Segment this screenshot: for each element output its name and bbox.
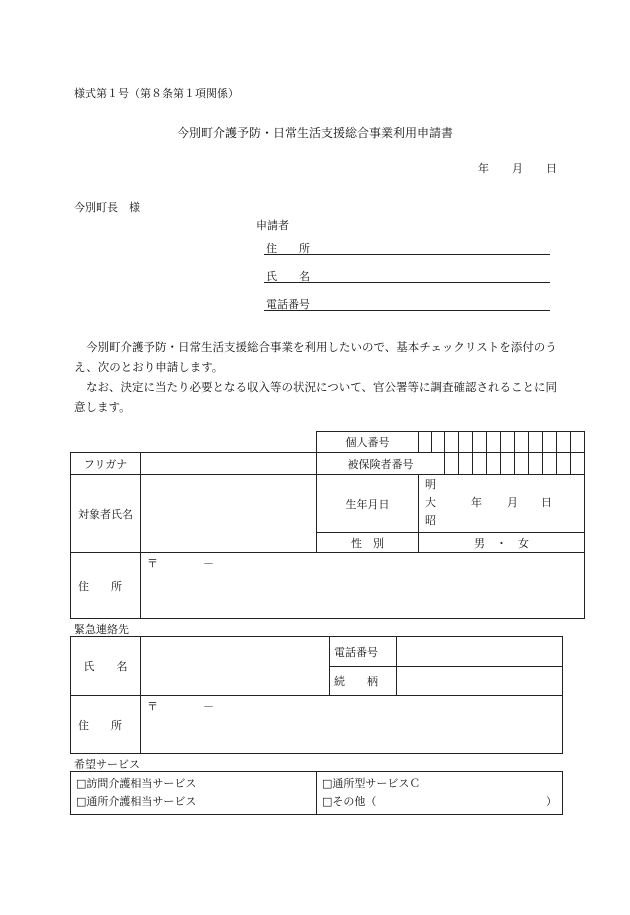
insured-number-digit[interactable] <box>557 453 571 475</box>
subject-address-label <box>71 553 141 619</box>
addressee: 今別町長 様 <box>74 201 140 214</box>
subject-address-field[interactable] <box>141 553 585 619</box>
insured-number-digit[interactable] <box>459 453 473 475</box>
insured-number-digit[interactable] <box>445 453 459 475</box>
emergency-address-label-text: 住 所 <box>78 718 122 732</box>
insured-number-digit[interactable] <box>543 453 557 475</box>
insured-number-digit[interactable] <box>515 453 529 475</box>
statement-body <box>74 337 560 417</box>
gender-options[interactable]: 男 ・ 女 <box>419 533 585 553</box>
postal-mark: 〒 <box>147 557 158 570</box>
applicant-name-label: 氏 名 <box>266 270 310 283</box>
insured-number-digit[interactable] <box>473 453 487 475</box>
date-month-label: 月 <box>512 162 523 175</box>
emergency-address-label <box>71 696 141 754</box>
postal-dash: － <box>203 557 214 570</box>
insured-number-digit[interactable] <box>487 453 501 475</box>
insured-number-digit[interactable] <box>529 453 543 475</box>
personal-number-digit[interactable] <box>515 432 529 453</box>
emergency-postal-dash: － <box>203 700 214 713</box>
insured-number-label: 被保険者番号 <box>317 453 445 475</box>
personal-number-digit[interactable] <box>529 432 543 453</box>
services-left-cell <box>71 772 317 815</box>
statement-paragraph-2: なお、決定に当たり必要となる収入等の状況について、官公署等に調査確認されることに同意します。 <box>74 380 558 414</box>
personal-number-digit[interactable] <box>557 432 571 453</box>
insured-number-digit[interactable] <box>571 453 585 475</box>
applicant-name-line[interactable] <box>264 267 550 283</box>
gender-label: 性 別 <box>317 533 419 553</box>
date-day-label: 日 <box>546 162 557 175</box>
personal-number-digit[interactable] <box>419 432 432 453</box>
service-daycare-checkbox[interactable]: □通所介護相当サービス <box>76 795 197 808</box>
emergency-name-field[interactable] <box>141 637 330 696</box>
applicant-address-line[interactable] <box>264 239 550 255</box>
insured-number-digit[interactable] <box>501 453 515 475</box>
birth-year-label: 年 <box>471 496 482 509</box>
emergency-relation-label: 続 柄 <box>330 667 397 696</box>
applicant-address-label: 住 所 <box>266 242 310 255</box>
service-visit-checkbox[interactable]: □訪問介護相当サービス <box>76 777 197 790</box>
applicant-heading: 申請者 <box>256 219 289 232</box>
personal-number-label: 個人番号 <box>317 432 419 453</box>
personal-number-digit[interactable] <box>487 432 501 453</box>
emergency-address-field[interactable] <box>141 696 563 754</box>
era-meiji: 明 <box>425 478 436 491</box>
services-right-cell <box>317 772 563 815</box>
emergency-name-label: 氏 名 <box>71 637 141 696</box>
furigana-field[interactable] <box>141 453 317 475</box>
emergency-phone-label: 電話番号 <box>330 637 397 667</box>
era-showa: 昭 <box>425 514 436 527</box>
emergency-heading: 緊急連絡先 <box>74 623 129 636</box>
personal-number-digit[interactable] <box>445 432 459 453</box>
service-other-checkbox[interactable]: □その他（ <box>322 795 377 808</box>
emergency-table <box>70 636 563 754</box>
form-number: 様式第１号（第８条第１項関係） <box>74 87 239 100</box>
era-taisho: 大 <box>425 496 436 509</box>
personal-number-digit[interactable] <box>459 432 473 453</box>
statement-paragraph-1: 今別町介護予防・日常生活支援総合事業を利用したいので、基本チェックリストを添付のうえ、次のとおり申請します。 <box>74 340 557 374</box>
applicant-phone-line[interactable] <box>264 295 550 311</box>
service-other-row[interactable] <box>322 793 557 811</box>
date-year-label: 年 <box>478 162 489 175</box>
birth-day-label: 日 <box>541 496 552 509</box>
birth-month-label: 月 <box>507 496 518 509</box>
subject-address-label-text: 住 所 <box>78 579 122 593</box>
services-table <box>70 771 563 815</box>
personal-number-digit[interactable] <box>473 432 487 453</box>
personal-number-digit[interactable] <box>501 432 515 453</box>
personal-number-digit[interactable] <box>543 432 557 453</box>
personal-number-digit[interactable] <box>571 432 585 453</box>
subject-name-label: 対象者氏名 <box>71 475 141 553</box>
subject-table <box>70 431 585 619</box>
services-heading: 希望サービス <box>74 758 140 771</box>
emergency-postal-mark: 〒 <box>147 700 158 713</box>
page-title: 今別町介護予防・日常生活支援総合事業利用申請書 <box>176 126 453 140</box>
emergency-relation-field[interactable] <box>397 667 563 696</box>
service-other-close: ） <box>546 795 557 808</box>
birthdate-field[interactable] <box>419 475 585 533</box>
subject-name-field[interactable] <box>141 475 317 553</box>
applicant-phone-label: 電話番号 <box>266 298 310 311</box>
service-type-c-checkbox[interactable]: □通所型サービスＣ <box>322 777 421 790</box>
birthdate-label: 生年月日 <box>317 475 419 533</box>
personal-number-digit[interactable] <box>432 432 445 453</box>
furigana-label: フリガナ <box>71 453 141 475</box>
emergency-phone-field[interactable] <box>397 637 563 667</box>
